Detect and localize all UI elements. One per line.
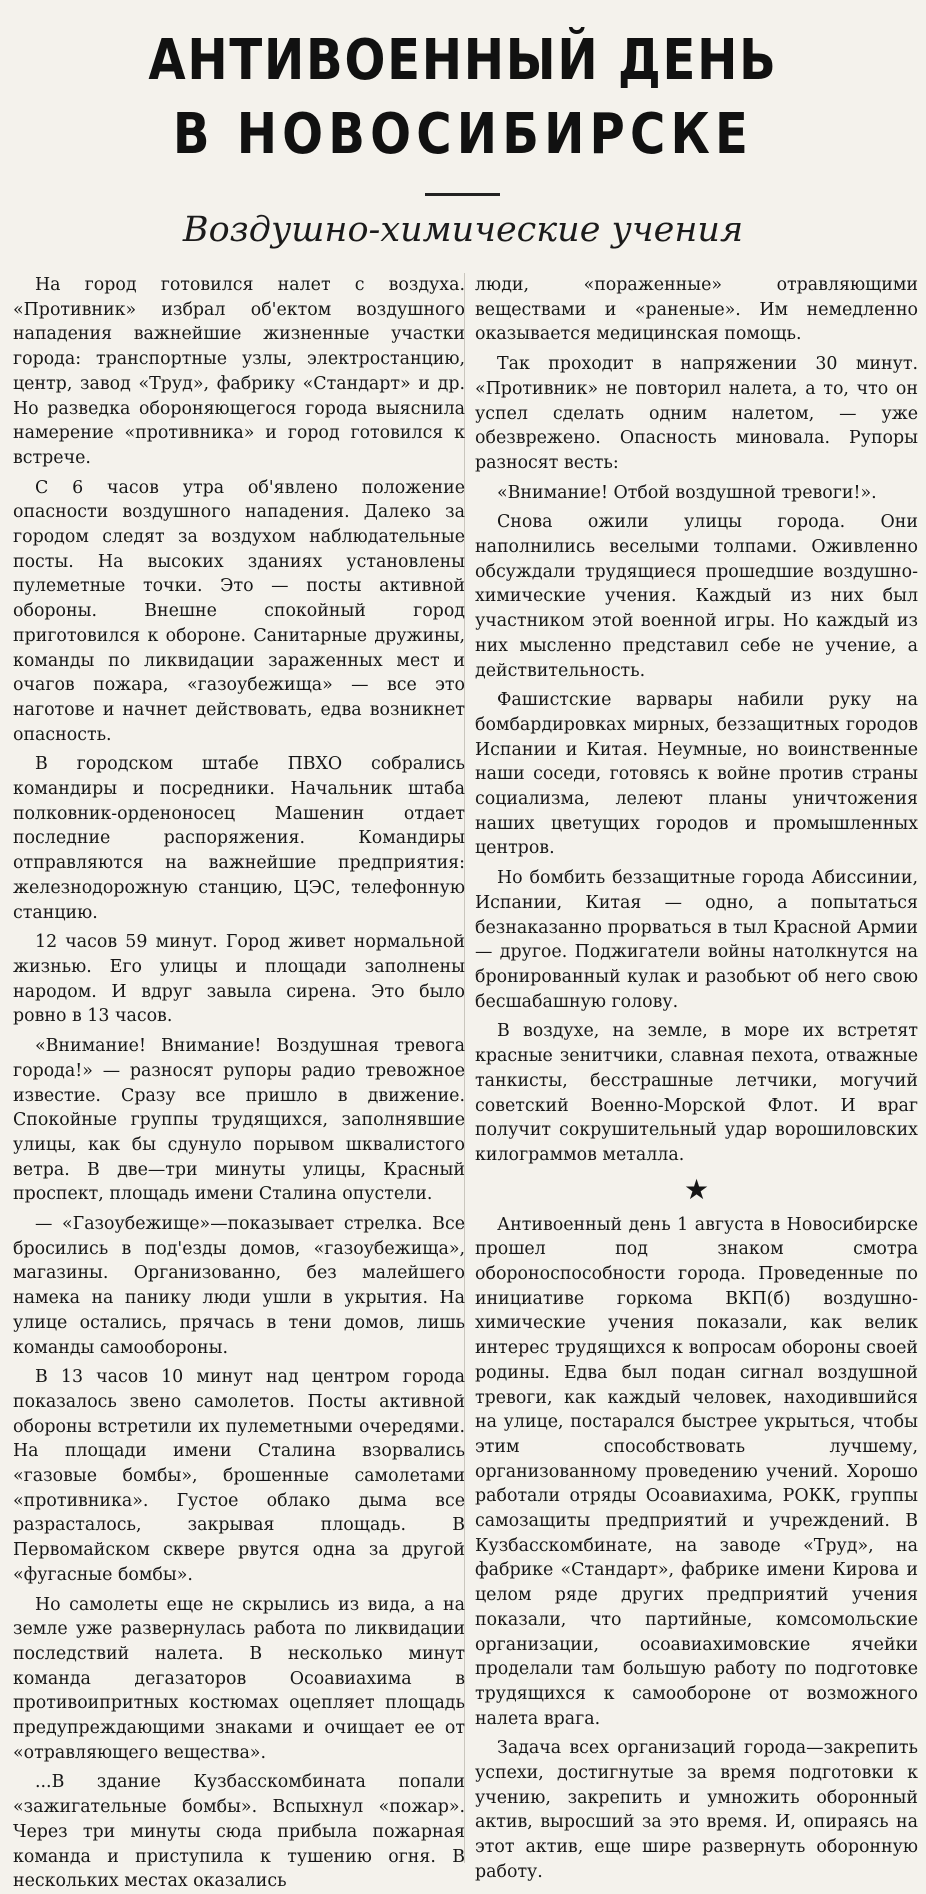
article-paragraph: В воздухе, на земле, в море их встретят красные зенитчики, славная пехота, отважные танкисты, бесстрашные летчики, могучий советский Военно-Морской Флот. И враг получит сокрушительный удар ворошиловских килограммов металла. bbox=[475, 1021, 918, 1165]
right-column bbox=[475, 273, 918, 1882]
article-paragraph: — «Газоубежище»—показывает стрелка. Все бросились в под'езды домов, «газоубежища», магазины. Организованно, без малейшего намека на панику люди ушли в укрытия. На улице остались, прячась в тени домов, лишь команды самообороны. bbox=[13, 1214, 465, 1358]
article-paragraph: Фашистские варвары набили руку на бомбардировках мирных, беззащитных городов Испании и Китая. Неумные, но воинственные наши соседи, готовясь к войне против страны социализма, лелеют планы уничтожения наших цветущих городов и промышленных центров. bbox=[475, 690, 918, 859]
article-paragraph: «Внимание! Внимание! Воздушная тревога города!» — разносят рупоры радио тревожное известие. Сразу все пришло в движение. Спокойные группы трудящихся, заполнявшие улицы, как бы сдунуло порывом шквалистого ветра. В две—три минуты улицы, Красный проспект, площадь имени Сталина опустели. bbox=[13, 1036, 465, 1205]
headline-line-2: В НОВОСИБИРСКЕ bbox=[172, 102, 754, 167]
headline-line-1: АНТИВОЕННЫЙ ДЕНЬ bbox=[148, 28, 778, 93]
article-paragraph: Но бомбить беззащитные города Абиссинии, Испании, Китая — одно, а попытаться безнаказанно прорваться в тыл Красной Армии — другое. Поджигатели войны натолкнутся на бронированный кулак и разобьют об него свою бесшабашную голову. bbox=[475, 868, 918, 1012]
article-paragraph: Так проходит в напряжении 30 минут. «Противник» не повторил налета, а то, что он успел сделать одним налетом, — уже обезврежено. Опасность миновала. Рупоры разносят весть: bbox=[475, 354, 918, 473]
article-paragraph: «Внимание! Отбой воздушной тревоги!». bbox=[497, 482, 877, 503]
article-paragraph: ...В здание Кузбасскомбината попали «зажигательные бомбы». Вспыхнул «пожар». Через три минуты сюда прибыла пожарная команда и приступила к тушению огня. В нескольких местах оказались bbox=[13, 1772, 465, 1892]
article-paragraph: В городском штабе ПВХО собрались командиры и посредники. Начальник штаба полковник-орденоносец Машенин отдает последние распоряжения. Командиры отправляются на важнейшие предприятия: железнодорожную станцию, ЦЭС, телефонную станцию. bbox=[13, 754, 465, 923]
headline-rule bbox=[425, 193, 500, 196]
star-separator-icon: ★ bbox=[683, 1172, 710, 1206]
article-paragraph: Антивоенный день 1 августа в Новосибирске прошел под знаком смотра обороноспособности города. Проведенные по инициативе горкома ВКП(б) воздушно-химические учения показали, как велик интерес трудящихся к вопросам обороны своей родины. Едва был подан сигнал воздушной тревоги, как каждый человек, находившийся на улице, постарался быстрее укрыться, чтобы этим способствовать лучшему, организованному проведению учений. Хорошо работали отряды Осоавиахима, РОКК, группы самозащиты предприятий и учреждений. В Кузбасскомбинате, на заводе «Труд», на фабрике «Стандарт», фабрике имени Кирова и целом ряде других предприятий учения показали, что партийные, комсомольские организации, осоавиахимовские ячейки проделали там большую работу по подготовке трудящихся к самообороне от возможного налета врага. bbox=[475, 1214, 918, 1729]
article-paragraph: Но самолеты еще не скрылись из вида, а на земле уже развернулась работа по ликвидации последствий налета. В несколько минут команда дегазаторов Осоавиахима в противоипритных костюмах оцепляет площадь предупреждающими знаками и очищает ее от «отравляющего вещества». bbox=[13, 1594, 465, 1763]
article-paragraph: В 13 часов 10 минут над центром города показалось звено самолетов. Посты активной обороны встретили их пулеметными очередями. На площади имени Сталина взорвались «газовые бомбы», брошенные самолетами «противника». Густое облако дыма все разрасталось, закрывая площадь. В Первомайском сквере рвутся одна за другой «фугасные бомбы». bbox=[13, 1367, 465, 1585]
article-paragraph: люди, «пораженные» отравляющими веществами и «раненые». Им немедленно оказывается медицинская помощь. bbox=[475, 275, 918, 345]
article-paragraph: Снова ожили улицы города. Они наполнились веселыми толпами. Оживленно обсуждали трудящиеся прошедшие воздушно-химические учения. Каждый из них был участником этой военной игры. Но каждый из них мысленно представил себе не учение, а действительность. bbox=[475, 512, 918, 681]
article-paragraph: На город готовился налет с воздуха. «Противник» избрал об'ектом воздушного нападения важнейшие жизненные участки города: транспортные узлы, электростанцию, центр, завод «Труд», фабрику «Стандарт» и др. Но разведка обороняющегося города выяснила намерение «противника» и город готовился к встрече. bbox=[13, 275, 465, 468]
article-paragraph: Задача всех организаций города—закрепить успехи, достигнутые за время подготовки к учению, закрепить и умножить оборонный актив, выросший за это время. И, опираясь на этот актив, еще шире развернуть оборонную работу. bbox=[475, 1738, 918, 1882]
left-column bbox=[13, 273, 465, 1892]
article-paragraph: 12 часов 59 минут. Город живет нормальной жизнью. Его улицы и площади заполнены народом. И вдруг завыла сирена. Это было ровно в 13 часов. bbox=[13, 932, 465, 1027]
subheadline: Воздушно-химические учения bbox=[182, 210, 744, 250]
article-paragraph: С 6 часов утра об'явлено положение опасности воздушного нападения. Далеко за городом следят за воздухом наблюдательные посты. На высоких зданиях установлены пулеметные точки. Это — посты активной обороны. Внешне спокойный город приготовился к обороне. Санитарные дружины, команды по ликвидации зараженных мест и очагов пожара, «газоубежища» — все это наготове и начнет действовать, едва возникнет опасность. bbox=[13, 477, 465, 745]
